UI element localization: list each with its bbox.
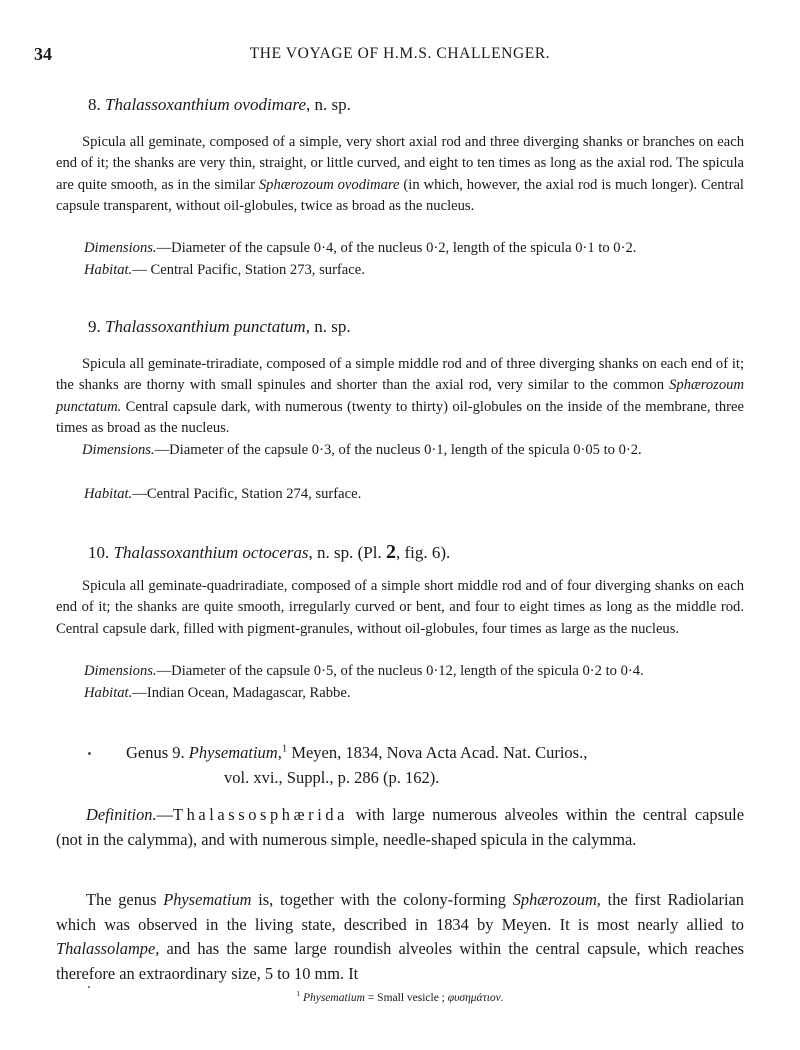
margin-mark xyxy=(88,752,91,755)
footnote-greek: φυσημάτιον. xyxy=(447,992,504,1004)
species-suffix: , n. sp. xyxy=(305,317,351,336)
species-number: 10. xyxy=(88,543,110,562)
species-suffix: , n. sp. (Pl. xyxy=(308,543,386,562)
species-name: Thalassoxanthium punctatum xyxy=(105,317,306,336)
genus-definition: Definition.—Thalassosphærida with large numerous alveoles within the central capsule (not in the calymma), and with numerous simple, needle-shaped spicula in the calymma. xyxy=(56,805,744,849)
plate-number: 2 xyxy=(386,541,396,563)
species-name: Thalassoxanthium ovodimare xyxy=(105,95,307,114)
genus-heading-line-1: Genus 9. Physematium,$^1$ Meyen, 1834, Nova Acta Acad. Nat. Curios., xyxy=(126,742,588,762)
footnote-number: 1 xyxy=(296,989,301,999)
species-10-description: Spicula all geminate-quadriradiate, composed of a simple short middle rod and of four diverging shanks on each end of it; the shanks are quite smooth, irregularly curved or bent, and four to eight times as long as the middle rod. Central capsule dark, filled with pigment-granules, without oil-globules, four times as large as the nucleus. xyxy=(56,578,744,637)
species-8-ref-italic: Sphærozoum ovodimare xyxy=(258,176,400,193)
species-number: 8. xyxy=(88,95,101,114)
species-9-ref-italic: Sphærozoum punctatum. xyxy=(56,377,744,415)
margin-mark xyxy=(88,986,90,988)
figure-ref: , fig. 6). xyxy=(396,543,451,562)
genus-name: Physematium, xyxy=(188,743,282,762)
habitat-label: Habitat. xyxy=(84,685,133,701)
dimensions-label: Dimensions. xyxy=(82,442,155,458)
running-title: THE VOYAGE OF H.M.S. CHALLENGER. xyxy=(249,45,551,62)
species-10-dimensions: Dimensions.—Diameter of the capsule 0·5, of the nucleus 0·12, length of the spicula 0·2 to 0·4. xyxy=(84,663,644,679)
species-8-description: Spicula all geminate, composed of a simple, very short axial rod and three diverging shanks or branches on each end of it; the shanks are very thin, straight, or little curved, and eight to ten times as long as the axial rod. The spicula are quite smooth, as in the similar Sphærozoum ovodimare (in which, however, the axial rod is much longer). Central capsule transparent, without oil-globules, twice as broad as the nucleus. xyxy=(56,134,744,214)
species-10-title xyxy=(88,541,450,564)
footnote-term: Physematium xyxy=(302,992,365,1004)
dimensions-label: Dimensions. xyxy=(84,663,157,679)
page-number: 34 xyxy=(34,44,52,64)
family-name-spaced: Thalassosphærida xyxy=(172,805,349,824)
habitat-label: Habitat. xyxy=(84,262,133,278)
species-suffix: , n. sp. xyxy=(306,95,351,114)
genus-discussion: The genus Physematium is, together with the colony-forming Sphærozoum, the first Radiolarian which was observed in the living state, described in 1834 by Meyen. It is most nearly allied to Thalassolampe, and has the same large roundish alveoles within the central capsule, which reaches therefore an extraordinary size, 5 to 10 mm. It xyxy=(56,890,745,983)
species-9-habitat: Habitat.—Central Pacific, Station 274, surface. xyxy=(84,486,362,502)
habitat-label: Habitat. xyxy=(84,486,133,502)
species-8-habitat: Habitat.— Central Pacific, Station 273, surface. xyxy=(84,262,365,278)
species-8-title xyxy=(88,95,351,115)
definition-label: Definition. xyxy=(86,805,157,824)
species-10-habitat: Habitat.—Indian Ocean, Madagascar, Rabbe. xyxy=(84,685,351,701)
footnote-marker: 1 xyxy=(281,742,288,755)
species-8-dimensions: Dimensions.—Diameter of the capsule 0·4, of the nucleus 0·2, length of the spicula 0·1 to 0·2. xyxy=(84,240,637,256)
genus-heading-line-2: vol. xvi., Suppl., p. 286 (p. 162). xyxy=(224,768,440,787)
species-9-description: Spicula all geminate-triradiate, composed of a simple middle rod and of three diverging shanks on each end of it; the shanks are thorny with small spinules and shorter than the axial rod, very similar to the common Sphærozoum punctatum. Central capsule dark, with numerous (twenty to thirty) oil-globules on the inside of the membrane, three times as broad as the nucleus. xyxy=(56,356,744,436)
species-9-title xyxy=(88,317,351,337)
dimensions-label: Dimensions. xyxy=(84,240,157,256)
species-name: Thalassoxanthium octoceras xyxy=(113,543,309,562)
species-number: 9. xyxy=(88,317,101,336)
species-9-dimensions: Dimensions.—Diameter of the capsule 0·3, of the nucleus 0·1, length of the spicula 0·05 to 0·2. xyxy=(82,442,642,458)
footnote: $^1$ Physematium = Small vesicle ; φυσημάτιον. xyxy=(296,989,504,1004)
